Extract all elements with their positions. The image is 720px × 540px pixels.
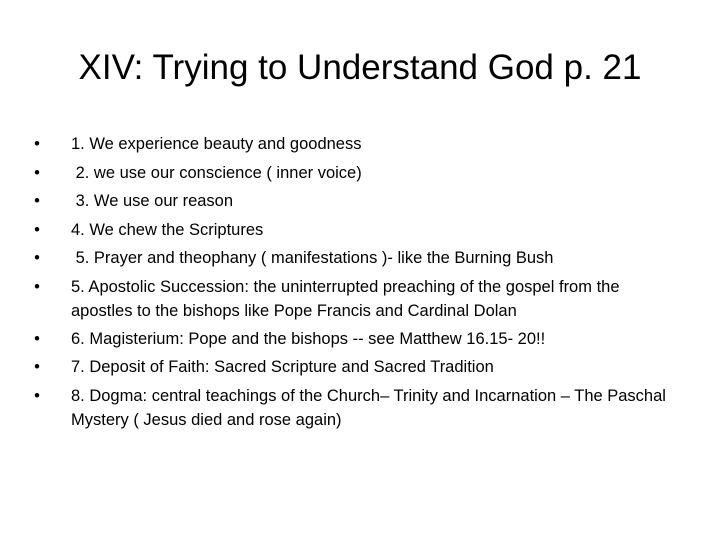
bullet-icon: • [34, 163, 40, 182]
bullet-icon: • [34, 192, 40, 210]
bullet-item-7 [30, 325, 680, 354]
bullet-icon: • [34, 329, 40, 348]
bullet-item-1 [30, 130, 680, 159]
bullet-text: 3. We use our reason [71, 192, 234, 210]
bullet-text: 7. Deposit of Faith: Sacred Scripture and Sacred Tradition [71, 358, 494, 376]
bullet-icon: • [34, 358, 40, 376]
slide-title: XIV: Trying to Understand God p. 21 [78, 48, 642, 87]
bullet-item-8 [30, 353, 680, 382]
bullet-list [30, 130, 680, 434]
bullet-text: 4. We chew the Scriptures [71, 220, 264, 239]
bullet-item-9 [30, 382, 680, 434]
bullet-icon: • [34, 249, 40, 267]
bullet-text: 2. we use our conscience ( inner voice) [71, 163, 362, 182]
bullet-item-4 [30, 216, 680, 245]
bullet-item-5 [30, 244, 680, 273]
bullet-icon: • [34, 386, 40, 405]
bullet-item-2 [30, 159, 680, 188]
bullet-icon: • [34, 277, 40, 296]
bullet-icon: • [34, 220, 40, 239]
bullet-text: 5. Apostolic Succession: the uninterrupted preaching of the gospel from the apostles to the bishops like Pope Francis and Cardinal Dolan [71, 277, 620, 320]
bullet-text: 5. Prayer and theophany ( manifestations )- like the Burning Bush [71, 249, 554, 267]
bullet-text: 8. Dogma: central teachings of the Church– Trinity and Incarnation – The Paschal Mystery ( Jesus died and rose again) [71, 386, 666, 429]
bullet-item-3 [30, 187, 680, 216]
bullet-text: 6. Magisterium: Pope and the bishops -- see Matthew 16.15- 20!! [71, 329, 546, 348]
bullet-item-6 [30, 273, 680, 325]
bullet-text: 1. We experience beauty and goodness [71, 135, 362, 153]
bullet-icon: • [34, 135, 40, 153]
